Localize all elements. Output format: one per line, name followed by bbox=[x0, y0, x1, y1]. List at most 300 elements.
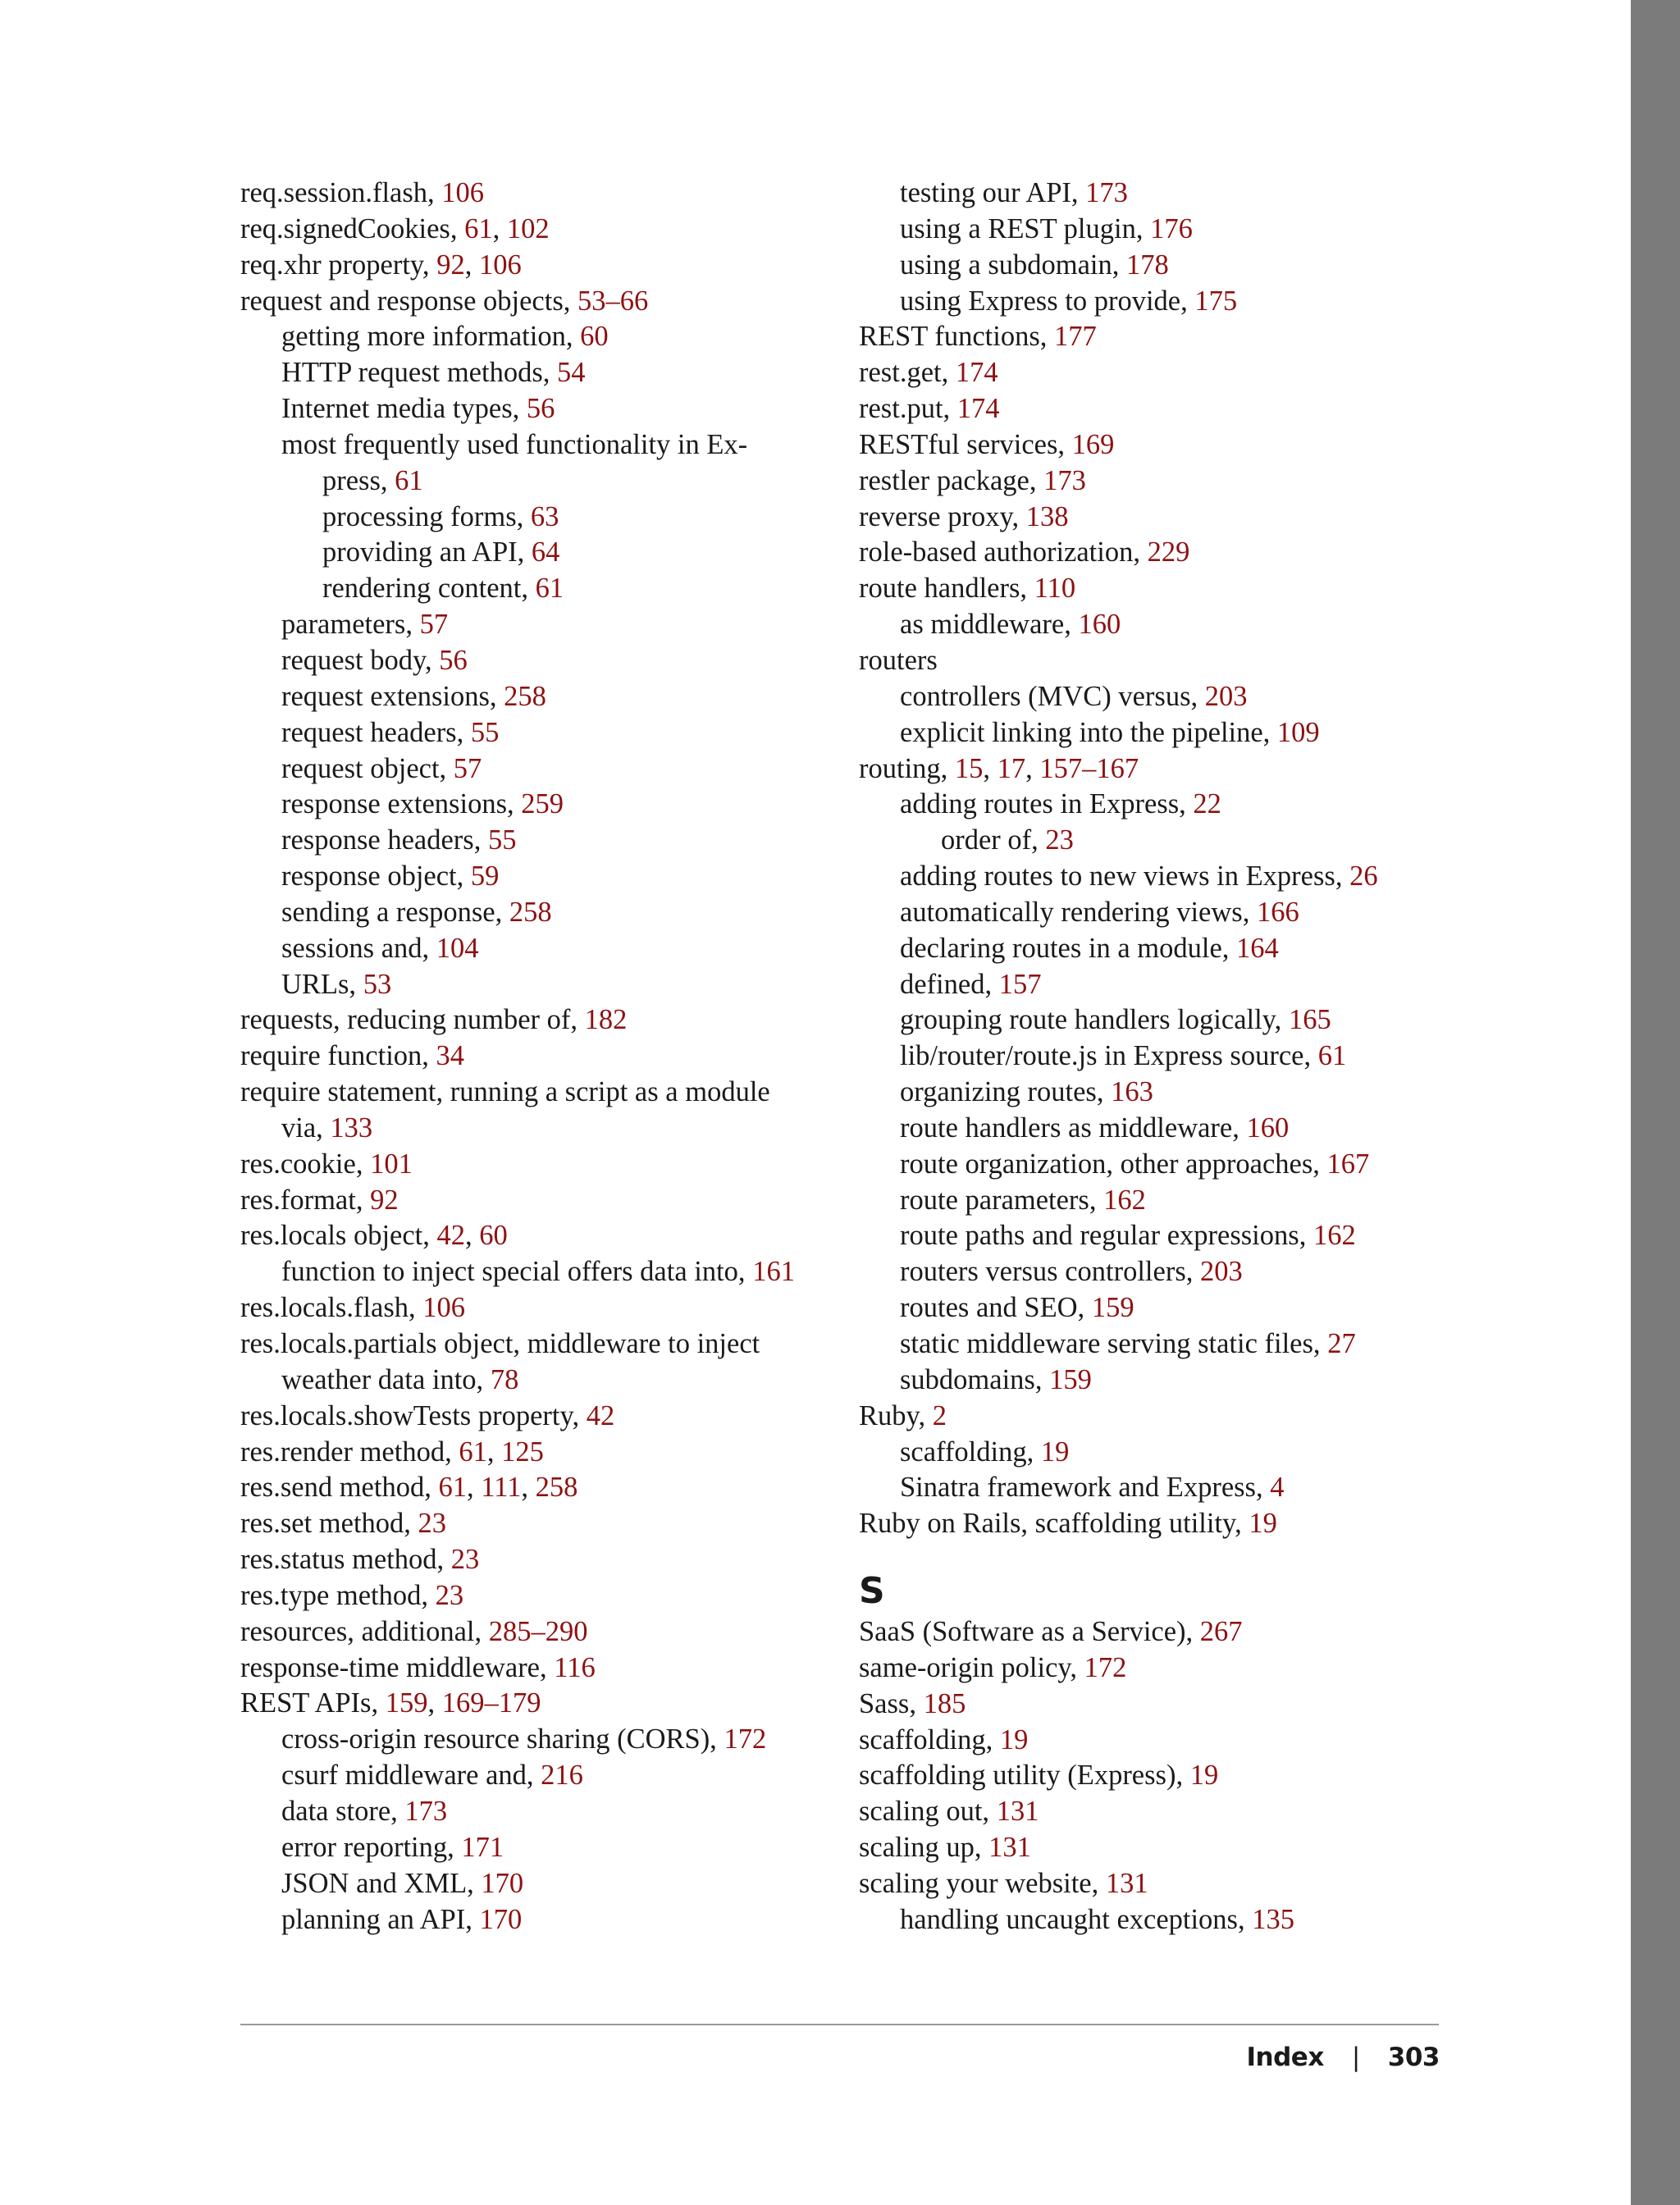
index-term: res.cookie, bbox=[240, 1148, 371, 1180]
index-term: reverse proxy, bbox=[859, 500, 1026, 532]
page-reference-link[interactable]: 160 bbox=[1246, 1112, 1290, 1144]
page-reference-link[interactable]: 61 bbox=[438, 1472, 467, 1504]
index-subentry bbox=[240, 715, 847, 751]
page-reference-link[interactable]: 104 bbox=[436, 932, 479, 964]
index-term: request extensions, bbox=[281, 680, 504, 712]
page-reference-link[interactable]: 167 bbox=[1326, 1148, 1370, 1180]
index-term: res.locals object, bbox=[240, 1220, 437, 1252]
index-term: res.format, bbox=[240, 1184, 371, 1216]
index-term: res.set method, bbox=[240, 1508, 418, 1540]
index-term: res.status method, bbox=[240, 1544, 451, 1576]
page-reference-link[interactable]: 185 bbox=[923, 1687, 966, 1719]
page-reference-link[interactable]: 42 bbox=[436, 1220, 465, 1252]
index-subentry bbox=[859, 1039, 1433, 1075]
index-term: response-time middleware, bbox=[240, 1651, 555, 1683]
index-subentry bbox=[240, 1363, 847, 1399]
page-reference-link[interactable]: 61 bbox=[464, 212, 493, 244]
index-term: SaaS (Software as a Service), bbox=[859, 1616, 1200, 1648]
page-reference-link[interactable]: 157–167 bbox=[1039, 752, 1139, 784]
page-reference-link[interactable]: 26 bbox=[1349, 861, 1378, 892]
page-ref-separator: , bbox=[427, 1687, 442, 1719]
index-term: require function, bbox=[240, 1040, 436, 1072]
index-section-heading: S bbox=[859, 1570, 885, 1613]
index-term: response object, bbox=[281, 861, 471, 892]
page-reference-link[interactable]: 169 bbox=[1071, 428, 1115, 460]
index-entry bbox=[859, 751, 1433, 788]
page-reference-link[interactable]: 203 bbox=[1200, 1256, 1243, 1288]
page-reference-link[interactable]: 133 bbox=[330, 1112, 373, 1144]
index-subentry bbox=[240, 391, 847, 427]
index-entry bbox=[859, 391, 1433, 427]
page-reference-link[interactable]: 19 bbox=[1189, 1760, 1219, 1792]
page-reference-link[interactable]: 285–290 bbox=[488, 1615, 588, 1647]
index-term: handling uncaught exceptions, bbox=[900, 1903, 1253, 1935]
index-term: response extensions, bbox=[281, 788, 522, 820]
page-reference-link[interactable]: 2 bbox=[932, 1399, 947, 1431]
index-term: routing, bbox=[859, 752, 955, 784]
page-reference-link[interactable]: 157 bbox=[998, 968, 1042, 1000]
page-reference-link[interactable]: 92 bbox=[436, 249, 465, 281]
index-subentry bbox=[240, 1758, 847, 1794]
index-term: req.signedCookies, bbox=[240, 212, 465, 244]
page-reference-link[interactable]: 131 bbox=[1105, 1867, 1148, 1899]
index-entry bbox=[859, 1650, 1433, 1687]
index-term: subdomains, bbox=[900, 1363, 1050, 1395]
page-reference-link[interactable]: 166 bbox=[1256, 896, 1299, 928]
index-subentry bbox=[859, 248, 1433, 284]
index-subentry bbox=[240, 643, 847, 679]
page-reference-link[interactable]: 101 bbox=[370, 1148, 413, 1180]
index-entry bbox=[240, 1039, 847, 1075]
page-ref-separator: , bbox=[466, 1472, 482, 1504]
page-reference-link[interactable]: 23 bbox=[1045, 824, 1074, 856]
index-entry bbox=[859, 319, 1433, 355]
index-term: same-origin policy, bbox=[859, 1651, 1084, 1683]
index-term: explicit linking into the pipeline, bbox=[900, 716, 1277, 748]
index-term: static middleware serving static files, bbox=[900, 1328, 1328, 1359]
index-term: Internet media types, bbox=[281, 393, 527, 425]
index-term: REST functions, bbox=[859, 321, 1054, 353]
page-ref-separator: , bbox=[1025, 752, 1040, 784]
page-reference-link[interactable]: 174 bbox=[955, 357, 998, 389]
index-term: HTTP request methods, bbox=[281, 357, 558, 389]
index-term: order of, bbox=[941, 824, 1046, 856]
page-reference-link[interactable]: 182 bbox=[584, 1004, 628, 1036]
page-reference-link[interactable]: 176 bbox=[1150, 212, 1193, 244]
index-subentry bbox=[240, 427, 847, 463]
page-reference-link[interactable]: 60 bbox=[479, 1220, 508, 1252]
index-term: getting more information, bbox=[281, 321, 581, 353]
index-entry bbox=[859, 463, 1433, 500]
page-reference-link[interactable]: 53 bbox=[363, 968, 392, 1000]
index-entry bbox=[240, 1542, 847, 1578]
index-subentry bbox=[859, 1363, 1433, 1399]
index-subentry bbox=[240, 679, 847, 715]
index-subentry bbox=[240, 1254, 847, 1290]
index-entry bbox=[859, 1866, 1433, 1902]
page-ref-separator: , bbox=[465, 1220, 480, 1252]
index-entry bbox=[240, 1075, 847, 1111]
page-reference-link[interactable]: 78 bbox=[490, 1363, 519, 1395]
page-reference-link[interactable]: 125 bbox=[501, 1436, 544, 1468]
index-term: res.render method, bbox=[240, 1436, 459, 1468]
index-entry bbox=[240, 1614, 847, 1650]
page-reference-link[interactable]: 169–179 bbox=[441, 1687, 541, 1719]
index-term: function to inject special offers data into, bbox=[281, 1256, 753, 1288]
index-subentry bbox=[240, 751, 847, 788]
index-term: adding routes in Express, bbox=[900, 788, 1194, 820]
index-column-right bbox=[859, 176, 1433, 1938]
page-reference-link[interactable]: 258 bbox=[509, 896, 552, 928]
index-term: URLs, bbox=[281, 968, 363, 1000]
page-edge-bar bbox=[1631, 0, 1680, 2205]
page-reference-link[interactable]: 15 bbox=[954, 752, 984, 784]
index-term: csurf middleware and, bbox=[281, 1760, 541, 1792]
index-subentry bbox=[859, 715, 1433, 751]
index-subentry bbox=[859, 176, 1433, 212]
index-subentry bbox=[240, 535, 847, 571]
index-subentry bbox=[240, 1830, 847, 1866]
index-subentry bbox=[859, 823, 1433, 859]
index-term: scaling out, bbox=[859, 1796, 997, 1828]
page-reference-link[interactable]: 116 bbox=[554, 1651, 596, 1683]
index-term: using a REST plugin, bbox=[900, 212, 1151, 244]
page-ref-separator: , bbox=[521, 1472, 536, 1504]
index-term: request body, bbox=[281, 644, 440, 676]
page-reference-link[interactable]: 175 bbox=[1194, 285, 1238, 317]
index-term: resources, additional, bbox=[240, 1615, 489, 1647]
index-term: via, bbox=[281, 1112, 331, 1144]
page-reference-link[interactable]: 19 bbox=[1040, 1436, 1070, 1468]
page-reference-link[interactable]: 61 bbox=[459, 1436, 487, 1468]
index-entry bbox=[859, 643, 1433, 679]
page-reference-link[interactable]: 54 bbox=[557, 357, 586, 389]
index-entry bbox=[240, 1002, 847, 1039]
page-reference-link[interactable]: 19 bbox=[999, 1723, 1029, 1755]
index-term: providing an API, bbox=[322, 536, 532, 568]
page-reference-link[interactable]: 258 bbox=[504, 680, 546, 712]
page-reference-link[interactable]: 23 bbox=[418, 1508, 447, 1540]
index-term: route handlers, bbox=[859, 573, 1034, 605]
index-term: Sass, bbox=[859, 1687, 924, 1719]
page-ref-separator: , bbox=[492, 212, 507, 244]
index-column-left bbox=[240, 176, 847, 1938]
index-term: rest.get, bbox=[859, 357, 956, 389]
index-subentry bbox=[240, 463, 847, 500]
page-reference-link[interactable]: 229 bbox=[1147, 536, 1190, 568]
index-term: most frequently used functionality in Ex- bbox=[281, 428, 748, 460]
index-term: res.locals.showTests property, bbox=[240, 1399, 587, 1431]
index-term: automatically rendering views, bbox=[900, 896, 1257, 928]
index-entry bbox=[240, 1290, 847, 1326]
page-reference-link[interactable]: 106 bbox=[478, 249, 522, 281]
page-reference-link[interactable]: 55 bbox=[470, 716, 500, 748]
index-term: res.type method, bbox=[240, 1579, 436, 1611]
index-subentry bbox=[240, 571, 847, 607]
index-subentry bbox=[859, 1002, 1433, 1039]
index-term: res.locals.flash, bbox=[240, 1292, 423, 1324]
index-term: JSON and XML, bbox=[281, 1867, 482, 1899]
page-reference-link[interactable]: 174 bbox=[956, 393, 1000, 425]
page-reference-link[interactable]: 57 bbox=[453, 752, 482, 784]
page-reference-link[interactable]: 135 bbox=[1252, 1903, 1294, 1935]
index-subentry bbox=[240, 607, 847, 643]
page-reference-link[interactable]: 56 bbox=[526, 393, 555, 425]
index-term: declaring routes in a module, bbox=[900, 932, 1237, 964]
index-entry bbox=[240, 248, 847, 284]
index-term: request object, bbox=[281, 752, 454, 784]
index-term: grouping route handlers logically, bbox=[900, 1004, 1289, 1036]
index-entry bbox=[240, 212, 847, 248]
index-term: Sinatra framework and Express, bbox=[900, 1472, 1271, 1504]
index-entry bbox=[859, 1614, 1433, 1650]
page-reference-link[interactable]: 17 bbox=[997, 752, 1026, 784]
index-subentry bbox=[240, 1794, 847, 1830]
index-term: testing our API, bbox=[900, 177, 1086, 208]
index-term: request headers, bbox=[281, 716, 471, 748]
index-subentry bbox=[240, 895, 847, 931]
page-reference-link[interactable]: 27 bbox=[1327, 1328, 1356, 1359]
page-reference-link[interactable]: 131 bbox=[988, 1832, 1031, 1864]
index-entry bbox=[240, 1218, 847, 1254]
page-reference-link[interactable]: 203 bbox=[1204, 680, 1248, 712]
index-entry bbox=[240, 1506, 847, 1542]
index-subentry bbox=[859, 1183, 1433, 1219]
index-term: data store, bbox=[281, 1795, 405, 1827]
index-term: weather data into, bbox=[281, 1363, 491, 1395]
index-term: defined, bbox=[900, 968, 999, 1000]
page-reference-link[interactable]: 34 bbox=[436, 1040, 465, 1072]
index-term: req.xhr property, bbox=[240, 249, 437, 281]
index-subentry bbox=[859, 1254, 1433, 1290]
index-term: scaling your website, bbox=[859, 1867, 1106, 1899]
index-subentry bbox=[240, 1722, 847, 1758]
index-subentry bbox=[859, 1147, 1433, 1183]
page-ref-separator: , bbox=[983, 752, 998, 784]
page-reference-link[interactable]: 63 bbox=[530, 500, 559, 532]
index-entry bbox=[240, 1435, 847, 1471]
index-entry bbox=[240, 1650, 847, 1687]
page-reference-link[interactable]: 60 bbox=[580, 321, 609, 353]
footer-rule bbox=[240, 2024, 1439, 2025]
index-term: req.session.flash, bbox=[240, 177, 442, 208]
page-reference-link[interactable]: 172 bbox=[724, 1723, 767, 1755]
index-term: Ruby, bbox=[859, 1399, 933, 1431]
index-term: request and response objects, bbox=[240, 285, 578, 317]
index-entry bbox=[240, 1147, 847, 1183]
page-reference-link[interactable]: 173 bbox=[1043, 464, 1086, 496]
index-subentry bbox=[859, 1435, 1433, 1471]
index-term: route parameters, bbox=[900, 1184, 1104, 1216]
index-term: error reporting, bbox=[281, 1831, 462, 1863]
index-entry bbox=[240, 1470, 847, 1506]
index-entry bbox=[859, 1687, 1433, 1723]
index-term: Ruby on Rails, scaffolding utility, bbox=[859, 1508, 1249, 1540]
footer-section-label: Index bbox=[1246, 2043, 1324, 2072]
index-subentry bbox=[859, 1902, 1433, 1938]
page-reference-link[interactable]: 110 bbox=[1034, 573, 1076, 605]
index-term: routers versus controllers, bbox=[900, 1256, 1200, 1288]
page-reference-link[interactable]: 177 bbox=[1054, 321, 1097, 353]
index-term: restler package, bbox=[859, 464, 1044, 496]
page-reference-link[interactable]: 160 bbox=[1078, 609, 1121, 641]
page-reference-link[interactable]: 19 bbox=[1249, 1508, 1277, 1540]
index-subentry bbox=[859, 212, 1433, 248]
index-subentry bbox=[859, 1290, 1433, 1326]
index-entry bbox=[240, 284, 847, 320]
index-term: role-based authorization, bbox=[859, 536, 1148, 568]
index-term: rendering content, bbox=[322, 573, 536, 605]
page-reference-link[interactable]: 64 bbox=[531, 536, 560, 568]
index-term: using a subdomain, bbox=[900, 249, 1126, 281]
footer-separator: | bbox=[1351, 2043, 1360, 2072]
index-subentry bbox=[859, 1075, 1433, 1111]
index-subentry bbox=[859, 859, 1433, 895]
page-reference-link[interactable]: 173 bbox=[404, 1795, 448, 1827]
page-reference-link[interactable]: 102 bbox=[506, 212, 550, 244]
page-reference-link[interactable]: 92 bbox=[370, 1184, 399, 1216]
index-term: rest.put, bbox=[859, 393, 957, 425]
page-reference-link[interactable]: 55 bbox=[487, 824, 517, 856]
index-subentry bbox=[859, 967, 1433, 1003]
index-term: REST APIs, bbox=[240, 1687, 386, 1719]
index-term: planning an API, bbox=[281, 1903, 480, 1935]
index-term: as middleware, bbox=[900, 609, 1079, 641]
page-reference-link[interactable]: 106 bbox=[422, 1292, 466, 1324]
index-entry bbox=[859, 1506, 1433, 1542]
page-reference-link[interactable]: 159 bbox=[1091, 1292, 1134, 1324]
index-subentry bbox=[240, 500, 847, 536]
page-reference-link[interactable]: 22 bbox=[1193, 788, 1221, 820]
index-entry bbox=[859, 355, 1433, 391]
index-subentry bbox=[240, 1866, 847, 1902]
page-reference-link[interactable]: 170 bbox=[481, 1867, 524, 1899]
index-subentry bbox=[240, 931, 847, 967]
index-term: press, bbox=[322, 464, 395, 496]
page-footer bbox=[1247, 2043, 1440, 2072]
page-reference-link[interactable]: 172 bbox=[1084, 1651, 1127, 1683]
page-reference-link[interactable]: 162 bbox=[1103, 1184, 1146, 1216]
index-subentry bbox=[859, 284, 1433, 320]
page-ref-separator: , bbox=[486, 1436, 502, 1468]
page-reference-link[interactable]: 138 bbox=[1025, 500, 1069, 532]
index-entry bbox=[859, 571, 1433, 607]
index-entry bbox=[859, 427, 1433, 463]
index-term: routers bbox=[859, 644, 938, 676]
page-reference-link[interactable]: 23 bbox=[450, 1544, 480, 1576]
footer-page-number: 303 bbox=[1387, 2043, 1440, 2072]
page-reference-link[interactable]: 161 bbox=[752, 1256, 795, 1288]
index-subentry bbox=[240, 823, 847, 859]
page-reference-link[interactable]: 258 bbox=[535, 1472, 578, 1504]
index-subentry bbox=[859, 787, 1433, 823]
index-entry bbox=[859, 1794, 1433, 1830]
index-term: res.locals.partials object, middleware to inject bbox=[240, 1328, 760, 1359]
page-reference-link[interactable]: 106 bbox=[441, 177, 485, 208]
page-reference-link[interactable]: 259 bbox=[521, 788, 564, 820]
index-term: using Express to provide, bbox=[900, 285, 1195, 317]
index-entry bbox=[859, 500, 1433, 536]
index-entry bbox=[859, 1399, 1433, 1435]
index-term: organizing routes, bbox=[900, 1076, 1112, 1108]
index-subentry bbox=[859, 679, 1433, 715]
index-entry bbox=[859, 1830, 1433, 1866]
index-subentry bbox=[859, 607, 1433, 643]
index-term: routes and SEO, bbox=[900, 1292, 1092, 1324]
index-subentry bbox=[240, 319, 847, 355]
index-entry bbox=[240, 1326, 847, 1363]
page-reference-link[interactable]: 61 bbox=[535, 573, 564, 605]
page-reference-link[interactable]: 111 bbox=[481, 1472, 522, 1504]
index-term: res.send method, bbox=[240, 1472, 439, 1504]
index-subentry bbox=[240, 355, 847, 391]
index-term: adding routes to new views in Express, bbox=[900, 861, 1350, 892]
index-subentry bbox=[859, 1326, 1433, 1363]
index-subentry bbox=[859, 931, 1433, 967]
index-term: RESTful services, bbox=[859, 428, 1072, 460]
index-subentry bbox=[240, 1902, 847, 1938]
index-entry bbox=[240, 1183, 847, 1219]
index-subentry bbox=[859, 1111, 1433, 1147]
page-reference-link[interactable]: 267 bbox=[1199, 1616, 1243, 1648]
index-term: parameters, bbox=[281, 609, 420, 641]
index-subentry bbox=[240, 1111, 847, 1147]
page-reference-link[interactable]: 61 bbox=[1317, 1040, 1347, 1072]
page-reference-link[interactable]: 159 bbox=[385, 1687, 428, 1719]
page-reference-link[interactable]: 178 bbox=[1125, 249, 1169, 281]
page-reference-link[interactable]: 61 bbox=[395, 464, 423, 496]
index-term: lib/router/route.js in Express source, bbox=[900, 1040, 1318, 1072]
page-reference-link[interactable]: 56 bbox=[439, 644, 468, 676]
index-entry bbox=[240, 1578, 847, 1614]
page-reference-link[interactable]: 173 bbox=[1085, 177, 1128, 208]
index-term: sessions and, bbox=[281, 932, 436, 964]
page-reference-link[interactable]: 53–66 bbox=[578, 285, 649, 317]
page-ref-separator: , bbox=[464, 249, 479, 281]
index-term: response headers, bbox=[281, 824, 488, 856]
index-term: requests, reducing number of, bbox=[240, 1004, 585, 1036]
index-entry bbox=[240, 1399, 847, 1435]
page-reference-link[interactable]: 159 bbox=[1049, 1363, 1092, 1395]
page-reference-link[interactable]: 165 bbox=[1288, 1004, 1331, 1036]
index-entry bbox=[859, 535, 1433, 571]
page-reference-link[interactable]: 109 bbox=[1276, 716, 1320, 748]
index-term: scaffolding, bbox=[859, 1723, 1000, 1755]
index-subentry bbox=[859, 1470, 1433, 1506]
index-term: scaling up, bbox=[859, 1832, 989, 1864]
index-entry bbox=[859, 1758, 1433, 1794]
index-term: scaffolding, bbox=[900, 1436, 1041, 1468]
page-reference-link[interactable]: 164 bbox=[1236, 932, 1279, 964]
page-reference-link[interactable]: 170 bbox=[479, 1903, 523, 1935]
page-reference-link[interactable]: 4 bbox=[1270, 1472, 1285, 1504]
index-subentry bbox=[240, 787, 847, 823]
index-entry bbox=[240, 176, 847, 212]
page-reference-link[interactable]: 59 bbox=[470, 861, 500, 892]
page-reference-link[interactable]: 171 bbox=[461, 1831, 504, 1863]
index-subentry bbox=[859, 1218, 1433, 1254]
page-reference-link[interactable]: 216 bbox=[541, 1760, 583, 1792]
page-reference-link[interactable]: 23 bbox=[435, 1579, 464, 1611]
page-reference-link[interactable]: 42 bbox=[586, 1399, 615, 1431]
index-term: route organization, other approaches, bbox=[900, 1148, 1327, 1180]
page-reference-link[interactable]: 162 bbox=[1312, 1220, 1356, 1252]
index-entry bbox=[240, 1686, 847, 1722]
page-reference-link[interactable]: 57 bbox=[419, 609, 449, 641]
page-reference-link[interactable]: 163 bbox=[1111, 1076, 1153, 1108]
page-reference-link[interactable]: 131 bbox=[996, 1796, 1039, 1828]
index-term: scaffolding utility (Express), bbox=[859, 1760, 1190, 1792]
